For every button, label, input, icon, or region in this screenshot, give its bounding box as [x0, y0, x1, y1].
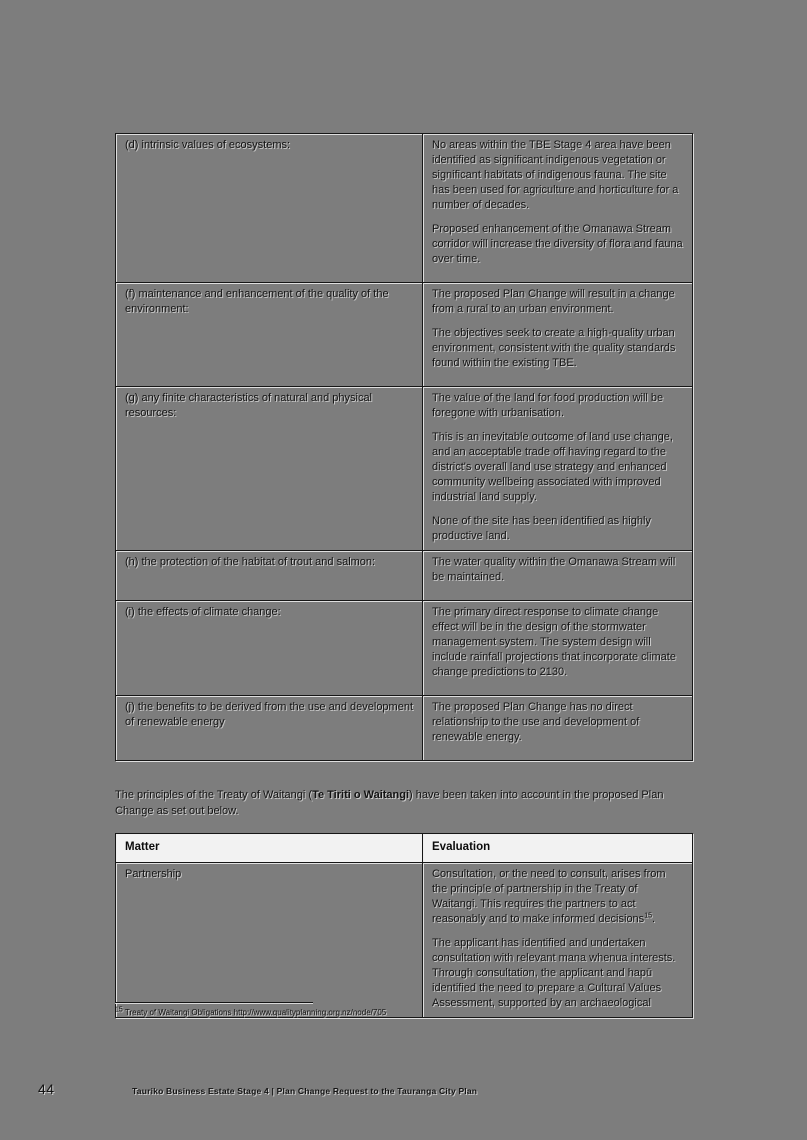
matter-text: (h) the protection of the habitat of trout and salmon:: [125, 556, 376, 568]
table-header-row: [115, 833, 692, 862]
matter-text: (d) intrinsic values of ecosystems:: [125, 139, 291, 151]
intro-text-suffix: ) have been taken into account in the proposed Plan Change as set out below.: [115, 789, 664, 817]
footnote: [115, 1007, 675, 1018]
table-row: [115, 133, 692, 282]
matter-cell: [115, 386, 422, 550]
table-row: [115, 386, 692, 550]
table-row: [115, 550, 692, 600]
footnote-marker: 15: [115, 1006, 123, 1014]
intro-text-prefix: The principles of the Treaty of Waitangi (: [115, 789, 313, 801]
matter-text: (i) the effects of climate change:: [125, 606, 281, 618]
evaluation-cell: [422, 550, 692, 600]
cell-paragraph: The objectives seek to create a high-quality urban environment, consistent with the quality standards found within the existing TBE.: [432, 327, 676, 369]
table-row: [115, 282, 692, 386]
cell-paragraph: [432, 867, 683, 927]
matter-cell: [115, 862, 422, 1017]
footnote-reference: 15: [644, 912, 652, 920]
treaty-evaluation-table: [115, 833, 693, 1018]
evaluation-cell: [422, 862, 692, 1017]
cell-paragraph: Proposed enhancement of the Omanawa Stream corridor will increase the diversity of flora and fauna over time.: [432, 223, 683, 265]
page-body: [115, 133, 692, 1018]
matter-text: (g) any finite characteristics of natural and physical resources:: [125, 392, 373, 419]
table-row: [115, 600, 692, 695]
treaty-intro-paragraph: [115, 787, 692, 819]
paragraph-text: .: [651, 913, 656, 925]
column-header-matter: Matter: [115, 833, 422, 862]
cell-paragraph: The applicant has identified and undertaken consultation with relevant mana whenua interests. Through consultation, the applicant and hapū identified the need to prepare a Cultural Values Assessment, supported by an archaeological: [432, 937, 676, 1009]
matter-cell: [115, 600, 422, 695]
matter-cell: [115, 695, 422, 760]
matter-text: (j) the benefits to be derived from the use and development of renewable energy: [125, 701, 414, 728]
cell-paragraph: This is an inevitable outcome of land use change, and an acceptable trade off having regard to the district's overall land use strategy and enhanced community wellbeing associated with improved industrial land supply.: [432, 431, 673, 503]
intro-text-emphasis: Te Tiriti o Waitangi: [312, 789, 410, 801]
cell-paragraph: The proposed Plan Change will result in a change from a rural to an urban environment.: [432, 288, 675, 315]
matter-cell: [115, 282, 422, 386]
cell-paragraph: The primary direct response to climate change effect will be in the design of the stormwater management system. The system design will include rainfall projections that incorporate climate change predictions to 2130.: [432, 606, 676, 678]
matter-text: (f) maintenance and enhancement of the quality of the environment:: [125, 288, 389, 315]
evaluation-cell: [422, 600, 692, 695]
table-row: [115, 695, 692, 760]
matter-cell: [115, 133, 422, 282]
evaluation-cell: [422, 386, 692, 550]
column-header-evaluation: Evaluation: [422, 833, 692, 862]
cell-paragraph: No areas within the TBE Stage 4 area have been identified as significant indigenous vegetation or significant habitats of indigenous fauna. The site has been used for agriculture and horticulture for a number of decades.: [432, 139, 679, 211]
page-number: 44: [38, 1081, 55, 1097]
table-row: [115, 862, 692, 1017]
paragraph-text: Consultation, or the need to consult, arises from the principle of partnership in the Treaty of Waitangi. This requires the partners to act reasonably and to make informed decisions: [432, 868, 666, 925]
rma-effects-table: [115, 133, 693, 761]
evaluation-cell: [422, 133, 692, 282]
cell-paragraph: The value of the land for food production will be foregone with urbanisation.: [432, 392, 664, 419]
cell-paragraph: None of the site has been identified as highly productive land.: [432, 515, 651, 542]
evaluation-cell: [422, 282, 692, 386]
matter-text: Partnership: [125, 868, 182, 880]
footer-document-title: Tauriko Business Estate Stage 4 | Plan Change Request to the Tauranga City Plan: [132, 1086, 478, 1096]
footnote-text: Treaty of Waitangi Obligations http://www.qualityplanning.org.nz/node/705: [122, 1008, 387, 1017]
cell-paragraph: The water quality within the Omanawa Stream will be maintained.: [432, 556, 676, 583]
cell-paragraph: The proposed Plan Change has no direct relationship to the use and development of renewable energy.: [432, 701, 640, 743]
evaluation-cell: [422, 695, 692, 760]
matter-cell: [115, 550, 422, 600]
footnote-divider: [115, 1002, 313, 1003]
